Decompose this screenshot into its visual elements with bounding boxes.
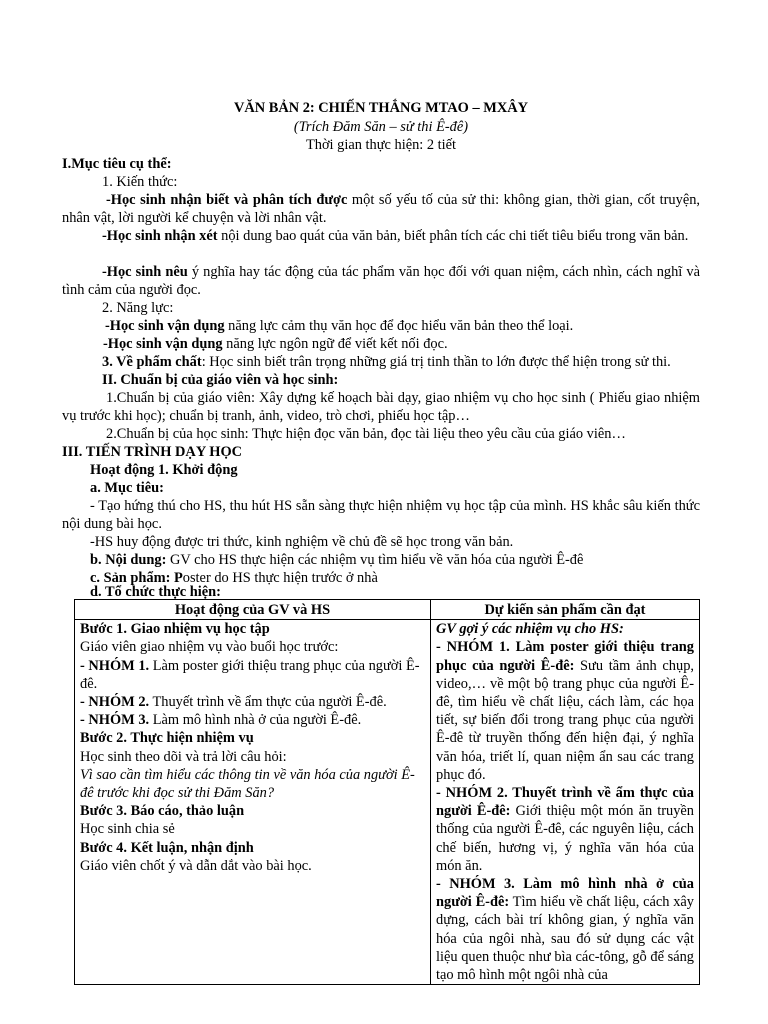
quality-line [62, 353, 700, 371]
document-subtitle: (Trích Đăm Săn – sử thi Ê-đê) [293, 119, 469, 135]
content-lead: b. Nội dung: [90, 552, 167, 568]
products-intro: GV gợi ý các nhiệm vụ cho HS: [436, 621, 624, 638]
table-row [75, 620, 700, 985]
product-group2-lead: - NHÓM 2. Thuyết trình về ẩm thực của người Ê-đê: [436, 785, 694, 820]
knowledge-item-3 [62, 263, 700, 299]
group1-text: Làm poster giới thiệu trang phục của người Ê-đê. [80, 657, 420, 692]
table-header-row [75, 600, 700, 620]
knowledge-heading: 1. Kiến thức: [102, 174, 178, 190]
group3-lead: - NHÓM 3. [80, 712, 150, 729]
group3-task [80, 711, 425, 729]
ability-item-2-text: năng lực ngôn ngữ để viết kết nối đọc. [222, 336, 448, 352]
content-line [62, 551, 700, 569]
knowledge-item-2-text: nội dung bao quát của văn bản, biết phân tích các chi tiết tiêu biểu trong văn bản. [217, 228, 689, 244]
products-cell [431, 620, 700, 985]
knowledge-item-2-lead: -Học sinh nhận xét [102, 228, 218, 244]
product-group2-text: Giới thiệu một món ăn truyền thống của người Ê-đê, các nguyên liệu, cách chế biến, hương vị, ý nghĩa văn hóa của món ăn. [436, 803, 694, 874]
table-header-products: Dự kiến sản phẩm cần đạt [431, 600, 700, 620]
prep-teacher: 1.Chuẩn bị của giáo viên: Xây dựng kế hoạch bài dạy, giao nhiệm vụ cho học sinh ( Phiếu giao nhiệm vụ trước khi học); chuẩn bị tranh, ảnh, video, trò chơi, phiếu học tập… [62, 390, 700, 425]
knowledge-item-3-text: ý nghĩa hay tác động của tác phẩm văn học đối với quan niệm, cách nhìn, cách nghĩ và tình cảm của người đọc. [62, 264, 700, 299]
quality-lead: 3. Về phẩm chất [102, 354, 202, 370]
step4-heading: Bước 4. Kết luận, nhận định [80, 839, 254, 856]
step2-heading: Bước 2. Thực hiện nhiệm vụ [80, 730, 254, 747]
goal-item-2: -HS huy động được tri thức, kinh nghiệm về chủ đề sẽ học trong văn bản. [90, 534, 514, 550]
step1-heading: Bước 1. Giao nhiệm vụ học tập [80, 621, 270, 638]
step4-text: Giáo viên chốt ý và dẫn dắt vào bài học. [80, 857, 312, 874]
table-header-activities: Hoạt động của GV và HS [75, 600, 431, 620]
group1-task [80, 657, 425, 693]
ability-item-1 [62, 317, 700, 335]
product-group1 [436, 638, 694, 784]
knowledge-item-1 [62, 191, 700, 227]
product-lead-2: P [173, 570, 183, 586]
duration-line: Thời gian thực hiện: 2 tiết [305, 137, 457, 153]
content-text: GV cho HS thực hiện các nhiệm vụ tìm hiểu về văn hóa của người Ê-đê [166, 552, 584, 568]
ability-heading: 2. Năng lực: [102, 300, 174, 316]
ability-item-2-lead: -Học sinh vận dụng [103, 336, 223, 352]
knowledge-item-1-text: một số yếu tố của sử thi: không gian, thời gian, cốt truyện, nhân vật, lời người kể chuyện và lời nhân vật. [62, 192, 701, 227]
activities-cell [75, 620, 431, 985]
product-group1-lead: - NHÓM 1. Làm poster giới thiệu trang phục của người Ê-đê: [436, 639, 694, 674]
activity-heading: Hoạt động 1. Khởi động [90, 462, 238, 478]
product-group2 [436, 784, 694, 875]
quality-text: : Học sinh biết trân trọng những giá trị tinh thần to lớn được thể hiện trong sử thi. [201, 354, 671, 370]
group2-task [80, 693, 425, 711]
goal-item-1: - Tạo hứng thú cho HS, thu hút HS sẵn sàng thực hiện nhiệm vụ học tập của mình. HS khắc sâu kiến thức nội dung bài học. [62, 498, 700, 533]
org-heading: d. Tổ chức thực hiện: [90, 584, 221, 600]
step1-text: Giáo viên giao nhiệm vụ vào buổi học trước: [80, 639, 339, 656]
section1-heading: I.Mục tiêu cụ thể: [62, 156, 172, 172]
knowledge-item-2 [62, 227, 700, 245]
prep-student: 2.Chuẩn bị của học sinh: Thực hiện đọc văn bản, đọc tài liệu theo yêu cầu của giáo viên… [106, 426, 626, 442]
document-title: VĂN BẢN 2: CHIẾN THẮNG MTAO – MXÂY [233, 100, 529, 116]
product-lead: c. Sản phẩm: [90, 570, 174, 586]
group3-text: Làm mô hình nhà ở của người Ê-đê. [149, 712, 362, 729]
step3-heading: Bước 3. Báo cáo, thảo luận [80, 803, 245, 820]
section3-heading: III. TIẾN TRÌNH DẠY HỌC [62, 444, 243, 460]
knowledge-item-1-lead: -Học sinh nhận biết và phân tích được [106, 192, 348, 208]
group2-text: Thuyết trình về ẩm thực của người Ê-đê. [149, 694, 387, 711]
activity-table [74, 599, 700, 985]
step2-text: Học sinh theo dõi và trả lời câu hỏi: [80, 748, 287, 765]
ability-item-2 [62, 335, 700, 353]
knowledge-item-3-lead: -Học sinh nêu [102, 264, 188, 280]
product-group3 [436, 875, 694, 984]
product-group1-text: Sưu tầm ảnh chụp, video,… về một bộ trang phục của người Ê-đê, tìm hiểu về chất liệu, cách làm, các họa tiết, sự biến đổi trong trang phục của người Ê-đê từ truyền thống đến hiện đại, ý nghĩa văn hóa, triết lí, quan niệm ẩn sau các trang phục đó. [436, 657, 694, 783]
ability-item-1-text: năng lực cảm thụ văn học để đọc hiểu văn bản theo thể loại. [224, 318, 574, 334]
section2-heading: II. Chuẩn bị của giáo viên và học sinh: [102, 372, 339, 388]
product-group3-lead: - NHÓM 3. Làm mô hình nhà ở của người Ê-đê: [436, 876, 694, 911]
step3-text: Học sinh chia sẻ [80, 821, 175, 838]
product-text: oster do HS thực hiện trước ở nhà [182, 570, 378, 586]
step2-question: Vì sao cần tìm hiểu các thông tin về văn hóa của người Ê-đê trước khi đọc sử thi Đăm Săn? [80, 766, 415, 802]
ability-item-1-lead: -Học sinh vận dụng [105, 318, 225, 334]
product-group3-text: Tìm hiểu về chất liệu, cách xây dựng, cách bài trí không gian, ý nghĩa văn hóa của ngôi nhà, sau đó sử dụng các vật liệu quen thuộc như bìa các-tông, gỗ để sáng tạo mô hình một ngôi nhà của [436, 894, 694, 984]
group2-lead: - NHÓM 2. [80, 694, 150, 711]
goal-heading: a. Mục tiêu: [90, 480, 164, 496]
group1-lead: - NHÓM 1. [80, 657, 150, 674]
